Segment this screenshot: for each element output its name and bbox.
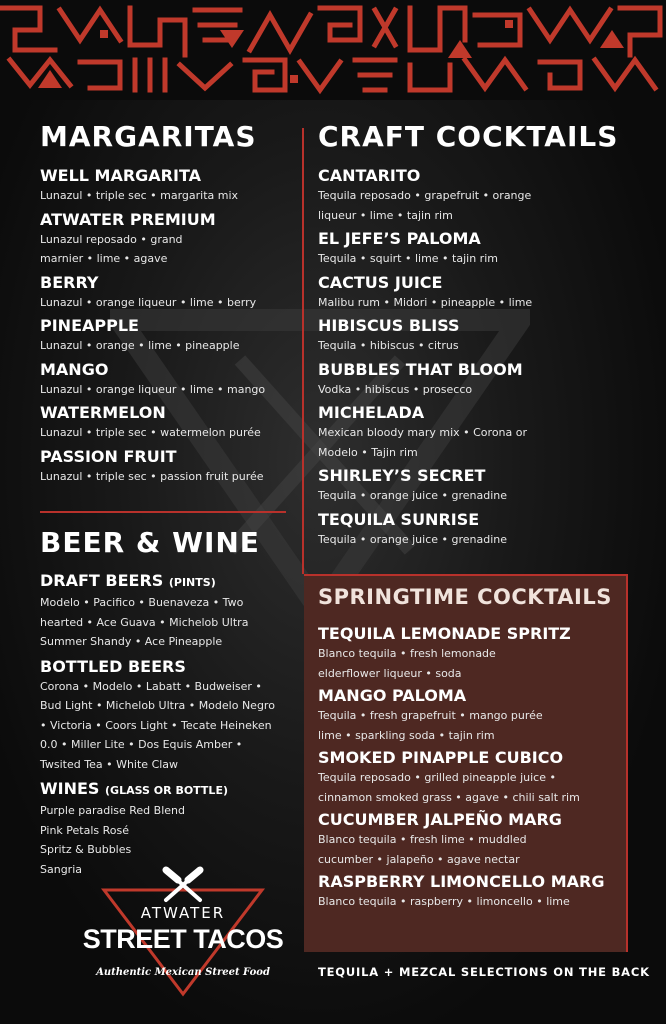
item-name: PASSION FRUIT [40, 446, 177, 466]
logo-tagline: Authentic Mexican Street Food [96, 967, 270, 978]
logo [68, 862, 298, 1002]
menu-item [318, 510, 618, 550]
item-name: ATWATER PREMIUM [40, 209, 216, 229]
item-desc: Lunazul • orange • lime • pineapple [40, 339, 240, 352]
menu-item [318, 872, 623, 912]
item-name: CUCUMBER JALPEÑO MARG [318, 810, 562, 829]
item-desc: Tequila • fresh grapefruit • mango purée lime • sparkling soda • tajin rim [318, 709, 543, 742]
springtime-list [318, 624, 623, 915]
menu-item [318, 466, 618, 506]
item-desc: Blanco tequila • raspberry • limoncello • lime [318, 895, 570, 908]
logo-line1: ATWATER [140, 904, 226, 922]
craft-cocktails-list [318, 166, 618, 553]
menu-item [318, 403, 618, 462]
beer-wine-title: BEER & WINE [40, 526, 260, 559]
item-name: SMOKED PINAPPLE CUBICO [318, 748, 564, 767]
menu-item [318, 273, 618, 313]
menu-item [318, 316, 618, 356]
wine-line: Spritz & Bubbles [40, 843, 132, 856]
item-desc: Blanco tequila • fresh lemonade elderflower liqueur • soda [318, 647, 496, 680]
item-desc: Lunazul • triple sec • passion fruit purée [40, 469, 264, 483]
item-name [40, 779, 275, 801]
item-name: BOTTLED BEERS [40, 656, 186, 676]
menu-item [40, 447, 290, 487]
beer-wine-list [40, 571, 275, 879]
margaritas-title: MARGARITAS [40, 120, 257, 153]
item-desc: Lunazul • orange liqueur • lime • mango [40, 382, 266, 396]
item-name: BUBBLES THAT BLOOM [318, 359, 523, 379]
margaritas-list [40, 166, 290, 490]
crossed-knives-icon [160, 866, 206, 904]
item-name: BERRY [40, 272, 99, 292]
menu-item [40, 360, 290, 400]
item-desc: Tequila • hibiscus • citrus [318, 339, 459, 352]
item-desc: Mexican bloody mary mix • Corona or Modelo • Tajin rim [318, 426, 528, 459]
item-name: MICHELADA [318, 403, 425, 422]
logo-line2: STREET TACOS [82, 924, 284, 954]
item-desc: Tequila • squirt • lime • tajin rim [318, 252, 498, 265]
draft-beers-name: DRAFT BEERS [40, 571, 164, 590]
menu-item [318, 166, 618, 225]
item-name: RASPBERRY LIMONCELLO MARG [318, 872, 605, 891]
section-divider [40, 511, 286, 513]
item-name: WELL MARGARITA [40, 166, 202, 185]
menu-item [40, 571, 275, 652]
column-divider [302, 128, 304, 574]
item-name: CACTUS JUICE [318, 272, 443, 292]
item-name: TEQUILA SUNRISE [318, 509, 480, 529]
item-desc: Lunazul • triple sec • margarita mix [40, 189, 239, 202]
wines-name: WINES [40, 779, 100, 798]
item-name: MANGO [40, 359, 109, 379]
menu-item [40, 657, 275, 775]
menu-item [318, 360, 618, 400]
item-name: EL JEFE’S PALOMA [318, 229, 481, 248]
wine-line: Sangria [40, 862, 82, 876]
menu-item [318, 229, 618, 269]
aztec-pattern-border [0, 0, 666, 100]
item-name: CANTARITO [318, 166, 421, 185]
item-desc: Tequila • orange juice • grenadine [318, 489, 508, 502]
item-desc: Vodka • hibiscus • prosecco [318, 382, 473, 396]
item-desc: Blanco tequila • fresh lime • muddled cucumber • jalapeño • agave nectar [318, 833, 527, 866]
menu-item [40, 210, 290, 269]
draft-beers-note: (PINTS) [168, 576, 216, 589]
item-desc: Tequila reposado • grilled pineapple juice • cinnamon smoked grass • agave • chili salt rim [318, 771, 580, 804]
item-name: MANGO PALOMA [318, 686, 467, 705]
menu-item [318, 686, 623, 745]
item-desc: Tequila • orange juice • grenadine [318, 532, 508, 546]
item-desc: Tequila reposado • grapefruit • orange liqueur • lime • tajin rim [318, 189, 532, 222]
item-desc: Lunazul • orange liqueur • lime • berry [40, 295, 257, 309]
menu-item [318, 810, 623, 869]
item-desc: Corona • Modelo • Labatt • Budweiser • Bud Light • Michelob Ultra • Modelo Negro • Victoria • Coors Light • Tecate Heineken 0.0 • Miller Lite • Dos Equis Amber • Twsited Tea • White Claw [40, 679, 275, 771]
menu-item [40, 166, 290, 206]
springtime-title: SPRINGTIME COCKTAILS [318, 585, 612, 609]
wines-note: (GLASS OR BOTTLE) [105, 784, 228, 797]
menu-item [318, 624, 623, 683]
item-desc: Lunazul • triple sec • watermelon purée [40, 426, 261, 439]
item-name: SHIRLEY’S SECRET [318, 466, 486, 485]
item-name: WATERMELON [40, 403, 166, 422]
menu-item [318, 748, 623, 807]
item-name: PINEAPPLE [40, 316, 139, 335]
item-name [40, 571, 275, 593]
footer-note: TEQUILA + MEZCAL SELECTIONS ON THE BACK [318, 965, 650, 979]
craft-cocktails-title: CRAFT COCKTAILS [318, 120, 619, 153]
item-desc: Malibu rum • Midori • pineapple • lime [318, 295, 533, 309]
wine-line: Pink Petals Rosé [40, 823, 130, 837]
item-name: TEQUILA LEMONADE SPRITZ [318, 624, 571, 643]
item-desc: Modelo • Pacifico • Buenaveza • Two hearted • Ace Guava • Michelob Ultra Summer Shandy • Ace Pineapple [40, 596, 249, 648]
item-desc: Lunazul reposado • grand marnier • lime • agave [40, 232, 183, 265]
menu-item [40, 273, 290, 313]
menu-item [40, 316, 290, 356]
item-name: HIBISCUS BLISS [318, 316, 460, 335]
menu-item [40, 403, 290, 443]
wine-line: Purple paradise Red Blend [40, 804, 185, 817]
